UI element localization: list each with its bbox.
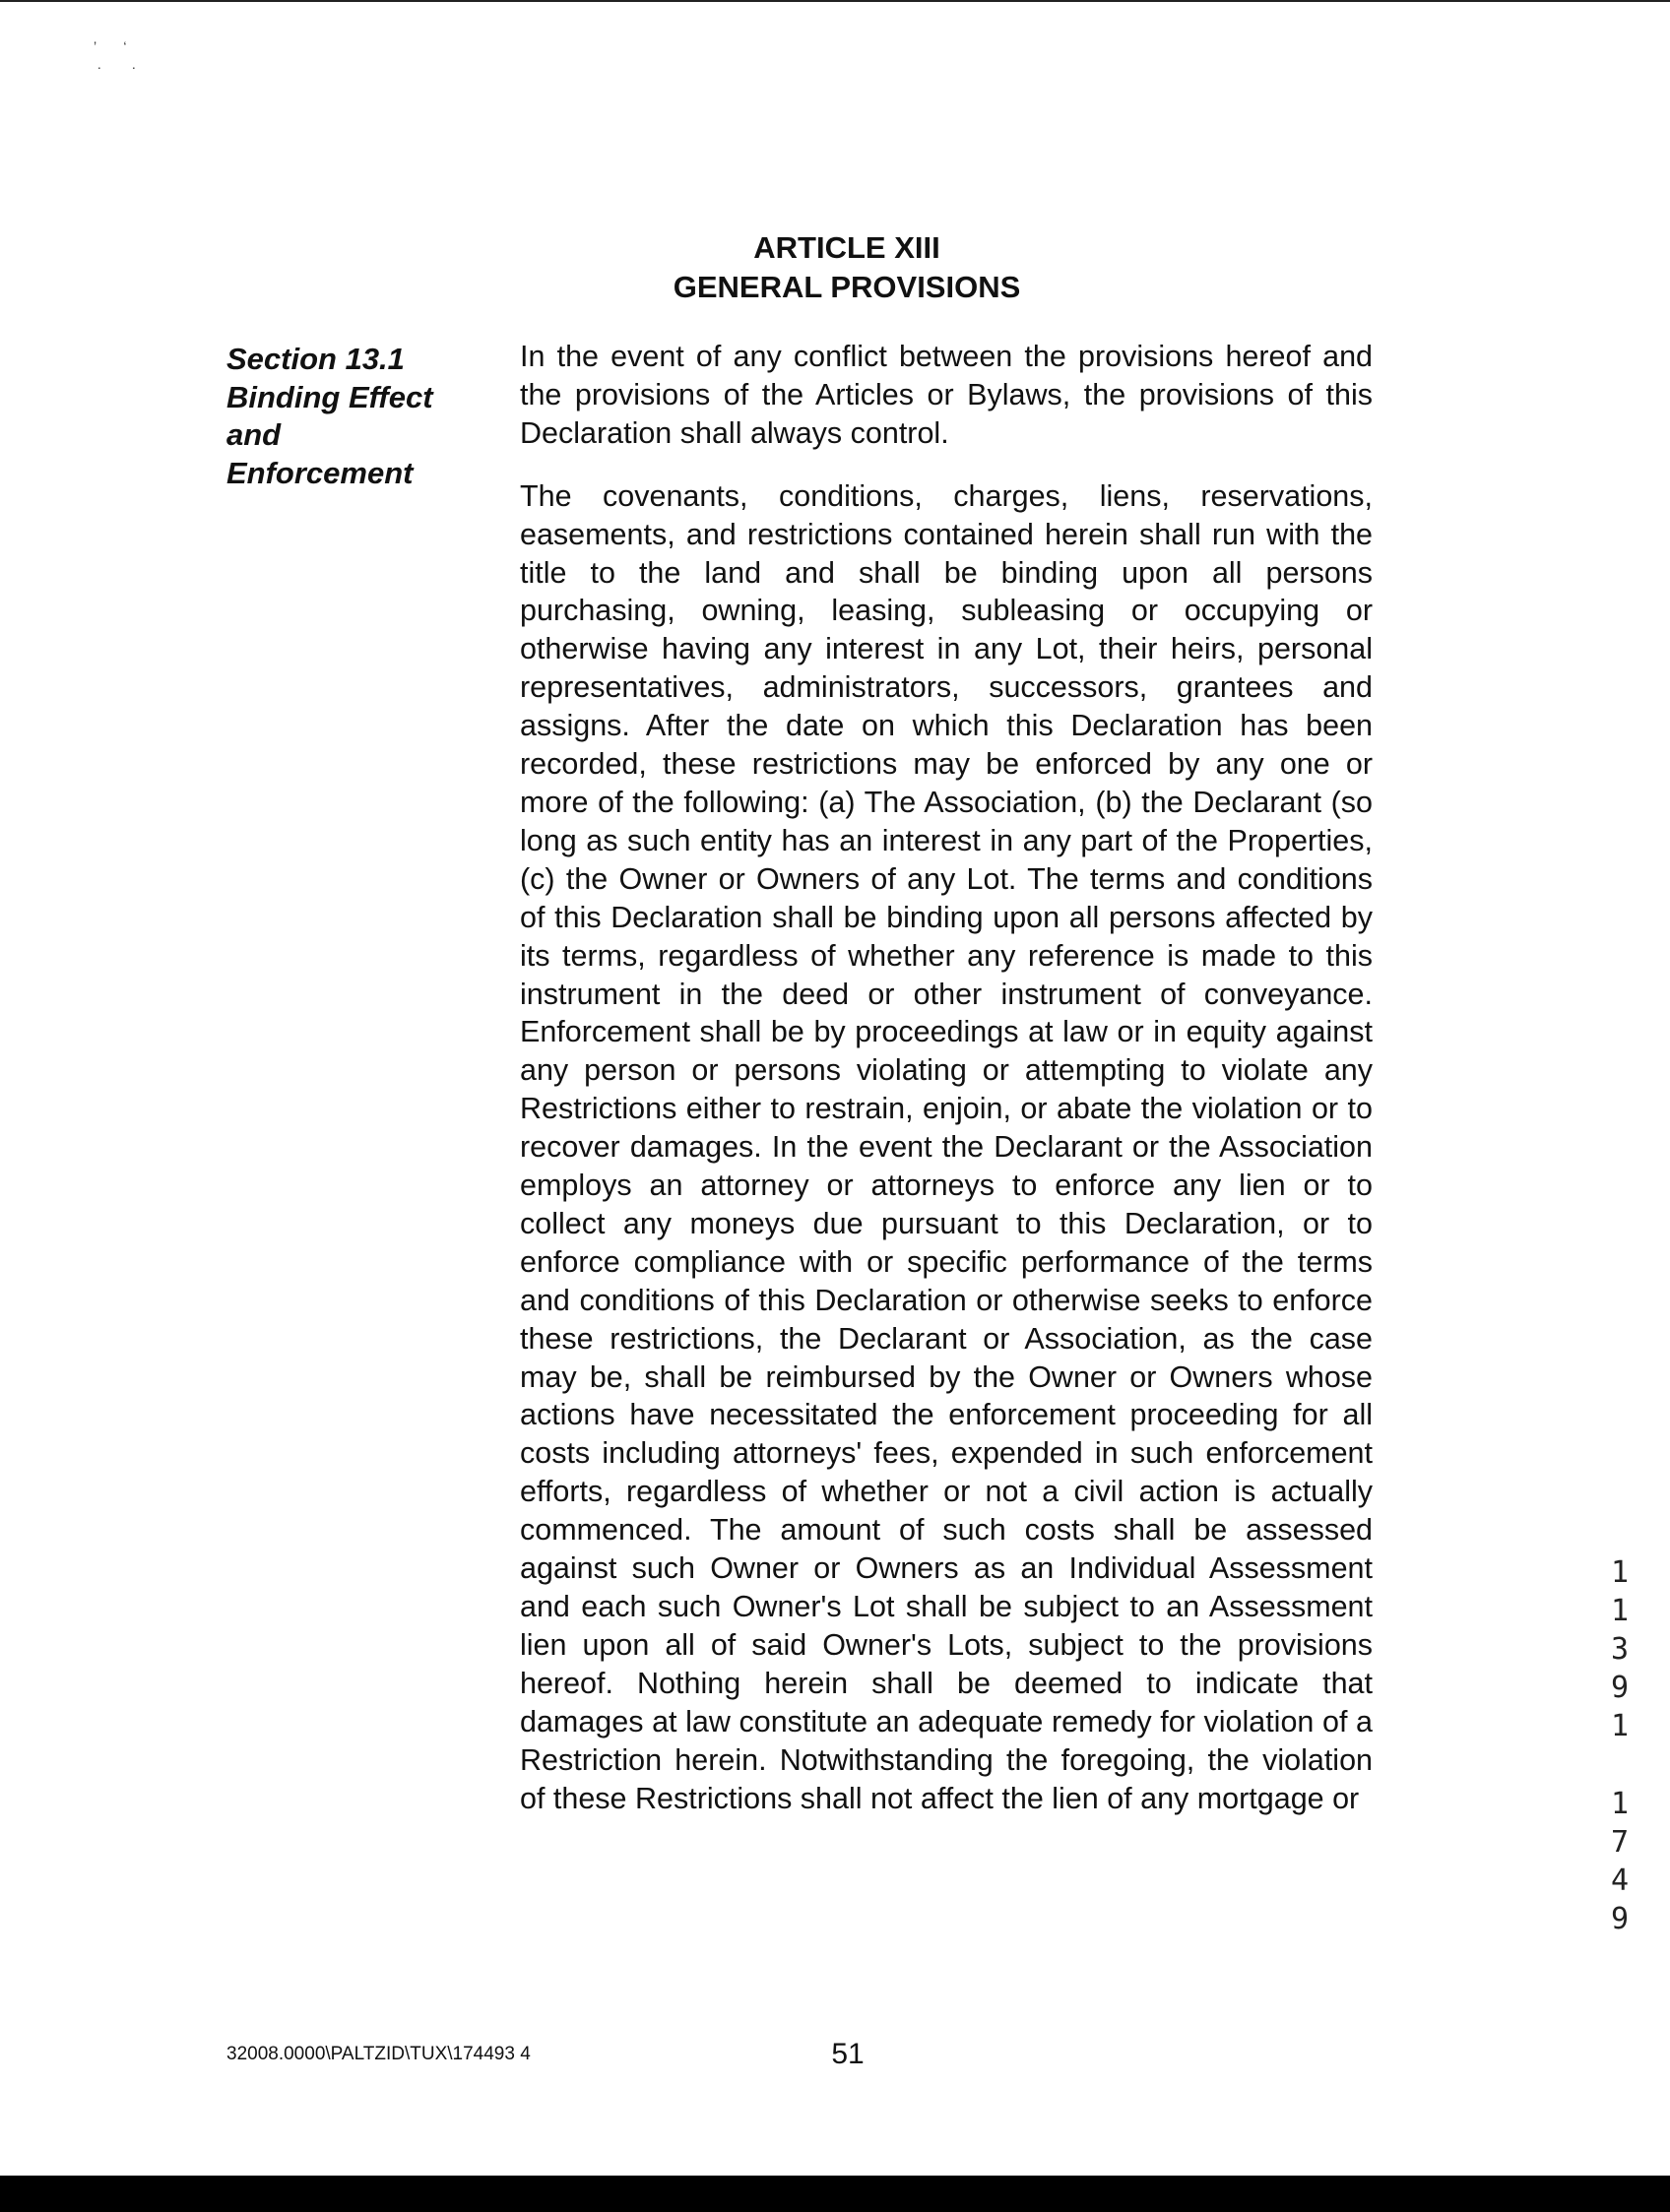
section-label-line: and <box>226 417 282 452</box>
article-number: ARTICLE XIII <box>753 230 940 265</box>
stamp-digit: 1 <box>1610 1787 1630 1821</box>
section-label-line: Section 13.1 <box>226 342 405 376</box>
bottom-scan-border <box>0 2176 1670 2212</box>
stamp-digit: 1 <box>1610 1594 1630 1628</box>
page-number: 51 <box>831 2038 865 2070</box>
section-label-line: Enforcement <box>226 455 414 490</box>
scan-specks: ’ ‘ . . <box>94 38 136 72</box>
stamp-digit: 1 <box>1610 1709 1630 1743</box>
paragraph-conflict: In the event of any conflict between the provisions hereof and the provisions of the Articles or Bylaws, the provisions of this Declaration shall always control. <box>520 340 1373 450</box>
stamp-gap <box>1595 1745 1644 1785</box>
top-scan-border <box>0 0 1670 2</box>
margin-stamp-number <box>1595 1553 1644 1938</box>
section-body <box>520 338 1373 1842</box>
section-label-line: Binding Effect <box>226 379 433 414</box>
section-label <box>226 341 473 492</box>
article-title: GENERAL PROVISIONS <box>673 270 1021 304</box>
stamp-digit: 7 <box>1610 1825 1630 1860</box>
stamp-digit: 9 <box>1610 1902 1630 1936</box>
stamp-digit: 4 <box>1610 1864 1630 1898</box>
paragraph-enforcement: The covenants, conditions, charges, liens, reservations, easements, and restrictions contained herein shall run with the title to the land and shall be binding upon all persons purchasing, owning, leasing, subleasing or occupying or otherwise having any interest in any Lot, their heirs, personal representatives, administrators, successors, grantees and assigns. After the date on which this Declaration has been recorded, these restrictions may be enforced by any one or more of the following: (a) The Association, (b) the Declarant (so long as such entity has an interest in any part of the Properties, (c) the Owner or Owners of any Lot. The terms and conditions of this Declaration shall be binding upon all persons affected by its terms, regardless of whether any reference is made to this instrument in the deed or other instrument of conveyance. Enforcement shall be by proceedings at law or in equity against any person or persons violating or attempting to violate any Restrictions either to restrain, enjoin, or abate the violation or to recover damages. In the event the Declarant or the Association employs an attorney or attorneys to enforce any lien or to collect any moneys due pursuant to this Declaration, or to enforce compliance with or specific performance of the terms and conditions of this Declaration or otherwise seeks to enforce these restrictions, the Declarant or Association, as the case may be, shall be reimbursed by the Owner or Owners whose actions have necessitated the enforcement proceeding for all costs including attorneys' fees, expended in such enforcement efforts, regardless of whether or not a civil action is actually commenced. The amount of such costs shall be assessed against such Owner or Owners as an Individual Assessment and each such Owner's Lot shall be subject to an Assessment lien upon all of said Owner's Lots, subject to the provisions hereof. Nothing herein shall be deemed to indicate that damages at law constitute an adequate remedy for violation of a Restriction herein. Notwithstanding the foregoing, the violation of these Restrictions shall not affect the lien of any mortgage or <box>520 478 1373 1815</box>
document-id: 32008.0000\PALTZID\TUX\174493 4 <box>226 2044 531 2064</box>
stamp-digit: 3 <box>1610 1632 1630 1667</box>
article-heading <box>591 228 1103 307</box>
stamp-digit: 9 <box>1610 1671 1630 1705</box>
stamp-digit: 1 <box>1610 1555 1630 1590</box>
